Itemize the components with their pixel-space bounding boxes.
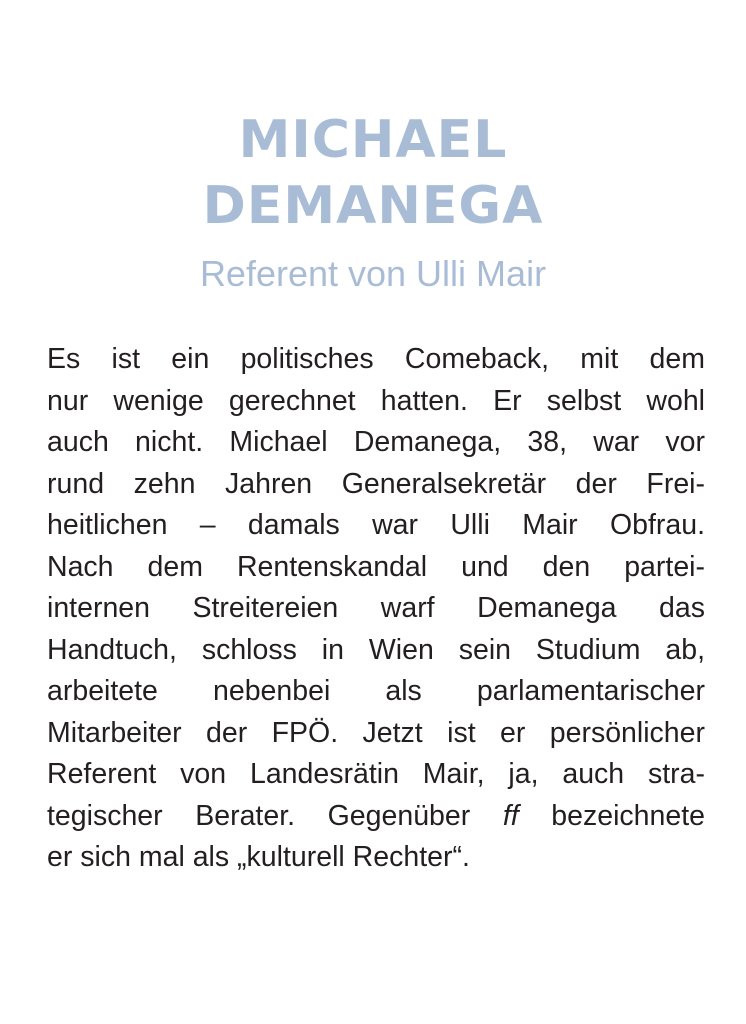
article-line: nur wenige gerechnet hatten. Er selbst wohl — [47, 384, 705, 417]
article-line: auch nicht. Michael Demanega, 38, war vor — [47, 426, 705, 458]
article-line: arbeitete nebenbei als parlamentarischer — [47, 675, 705, 707]
name-first: MICHAEL — [238, 110, 508, 170]
article-line: Es ist ein politisches Comeback, mit dem — [47, 343, 705, 375]
article-line: rund zehn Jahren Generalsekretär der Frei- — [47, 467, 705, 500]
name-last: DEMANEGA — [202, 176, 544, 236]
article-line: Mitarbeiter der FPÖ. Jetzt ist er persönlicher — [47, 716, 705, 749]
publication-name: ff — [502, 799, 519, 832]
article-line: Handtuch, schloss in Wien sein Studium ab, — [47, 633, 705, 666]
article-line: Nach dem Rentenskandal und den partei- — [47, 550, 705, 583]
article-text: tegischer Berater. Gegenüber — [47, 799, 503, 832]
article-text: bezeichnete — [518, 799, 705, 832]
role-subtitle: Referent von Ulli Mair — [199, 253, 547, 294]
article-body — [47, 339, 705, 879]
article-line — [47, 796, 705, 838]
article-line: Referent von Landesrätin Mair, ja, auch stra- — [47, 758, 705, 790]
article-line: heitlichen – damals war Ulli Mair Obfrau. — [47, 509, 705, 541]
article-line: internen Streitereien warf Demanega das — [47, 592, 705, 624]
article-line: er sich mal als „kulturell Rechter“. — [47, 841, 470, 873]
